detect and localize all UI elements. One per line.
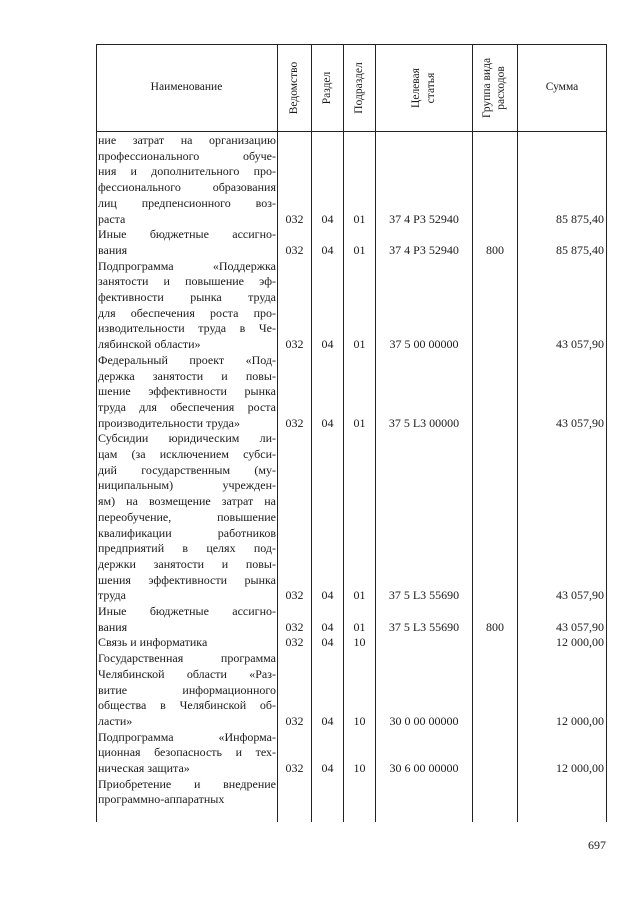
cell-razdel: 04 xyxy=(321,635,334,650)
cell-podrazdel: 01 xyxy=(353,415,366,430)
row-name-line: Иные бюджетные ассигно- xyxy=(98,604,276,618)
cell-vedomstvo: 032 xyxy=(285,337,304,352)
row-name-line: ниципальным) учрежден- xyxy=(98,478,276,493)
row-name-line: вания xyxy=(98,242,128,257)
row-name-line: шение эффективности рынка xyxy=(98,384,276,399)
row-name-line: держки занятости и повы- xyxy=(98,556,276,571)
table-border-left xyxy=(96,44,97,822)
row-name-line: предприятий в целях под- xyxy=(98,541,276,556)
cell-razdel: 04 xyxy=(321,211,334,226)
row-name-line: Иные бюджетные ассигно- xyxy=(98,227,276,242)
row-name-line: ласти» xyxy=(98,713,133,728)
row-name-line: Федеральный проект «Под- xyxy=(98,352,276,367)
header-vedomstvo: Ведомство xyxy=(288,61,300,115)
header-celevaya-line2: статья xyxy=(425,72,437,104)
cell-celevaya-statya: 37 4 P3 52940 xyxy=(389,242,459,257)
cell-razdel: 04 xyxy=(321,713,334,728)
header-celevaya-line1: Целевая xyxy=(410,68,422,108)
row-name-line: фективности рынка труда xyxy=(98,290,276,304)
cell-podrazdel: 01 xyxy=(353,242,366,257)
row-name-line: труда xyxy=(98,588,126,603)
row-name-line: шения эффективности рынка xyxy=(98,572,276,587)
cell-summa: 43 057,90 xyxy=(556,588,604,603)
row-name-line: ние затрат на организацию xyxy=(98,133,276,147)
cell-podrazdel: 10 xyxy=(353,713,366,728)
col-divider-name xyxy=(277,44,278,822)
cell-razdel: 04 xyxy=(321,761,334,775)
cell-celevaya-statya: 37 5 L3 00000 xyxy=(388,415,460,430)
cell-razdel: 04 xyxy=(321,337,334,352)
row-name-line: Связь и информатика xyxy=(98,635,208,650)
row-name-line: Приобретение и внедрение xyxy=(98,776,276,791)
cell-vedomstvo: 032 xyxy=(285,619,304,634)
header-summa: Сумма xyxy=(545,81,579,93)
table-border-right xyxy=(606,44,607,822)
page-number: 697 xyxy=(588,838,606,852)
cell-summa: 85 875,40 xyxy=(556,211,604,226)
cell-summa: 12 000,00 xyxy=(556,713,604,728)
col-divider-grp xyxy=(517,44,518,822)
col-divider-pod xyxy=(375,44,376,822)
header-podrazdel: Подраздел xyxy=(353,62,365,114)
cell-gruppa-vida: 800 xyxy=(486,242,504,257)
cell-razdel: 04 xyxy=(321,588,334,603)
cell-razdel: 04 xyxy=(321,415,334,430)
row-name-line: программно-аппаратных xyxy=(98,792,225,807)
cell-celevaya-statya: 37 5 00 00000 xyxy=(389,337,459,352)
row-name-line: лябинской области» xyxy=(98,337,201,352)
cell-summa: 12 000,00 xyxy=(556,635,604,650)
cell-podrazdel: 10 xyxy=(353,761,366,775)
row-name-line: ям) на возмещение затрат на xyxy=(98,494,276,509)
row-name-line: Подпрограмма «Поддержка xyxy=(98,258,276,273)
cell-razdel: 04 xyxy=(321,619,334,634)
col-divider-ved xyxy=(311,44,312,822)
row-name-line: цам (за исключением субси- xyxy=(98,447,276,461)
cell-celevaya-statya: 30 0 00 00000 xyxy=(389,713,459,728)
cell-razdel: 04 xyxy=(321,242,334,257)
col-divider-cel xyxy=(472,44,473,822)
cell-vedomstvo: 032 xyxy=(285,211,304,226)
row-name-line: держка занятости и повы- xyxy=(98,368,276,383)
cell-celevaya-statya: 37 5 L3 55690 xyxy=(388,588,460,603)
row-name-line: дий государственным (му- xyxy=(98,462,276,477)
cell-vedomstvo: 032 xyxy=(285,761,304,775)
header-name: Наименование xyxy=(150,81,223,93)
cell-celevaya-statya: 37 4 P3 52940 xyxy=(389,211,459,226)
cell-gruppa-vida: 800 xyxy=(486,619,504,634)
row-name-line: лиц предпенсионного воз- xyxy=(98,195,276,210)
table-border-top xyxy=(96,44,607,45)
row-name-line: переобучение, повышение xyxy=(98,509,276,524)
row-name-line: занятости и повышение эф- xyxy=(98,274,276,289)
header-razdel: Раздел xyxy=(321,71,333,105)
cell-podrazdel: 01 xyxy=(353,337,366,352)
header-gruppa-line2: расходов xyxy=(495,66,507,110)
header-bottom-border xyxy=(96,131,607,132)
cell-summa: 12 000,00 xyxy=(556,761,604,775)
cell-summa: 43 057,90 xyxy=(556,415,604,430)
row-name-line: труда для обеспечения роста xyxy=(98,399,276,414)
row-name-line: ния и дополнительного про- xyxy=(98,164,276,179)
row-name-line: раста xyxy=(98,211,126,226)
cell-summa: 85 875,40 xyxy=(556,242,604,257)
row-name-line: ционная безопасность и тех- xyxy=(98,745,276,760)
cell-celevaya-statya: 37 5 L3 55690 xyxy=(388,619,460,634)
col-divider-raz xyxy=(343,44,344,822)
row-name-line: фессионального образования xyxy=(98,180,276,195)
row-name-line: витие информационного xyxy=(98,682,276,697)
row-name-line: общества в Челябинской об- xyxy=(98,698,276,713)
row-name-line: профессионального обуче- xyxy=(98,148,276,163)
row-name-line: производительности труда» xyxy=(98,415,241,430)
row-name-line: ническая защита» xyxy=(98,761,190,775)
cell-vedomstvo: 032 xyxy=(285,242,304,257)
cell-podrazdel: 01 xyxy=(353,211,366,226)
cell-summa: 43 057,90 xyxy=(556,619,604,634)
cell-celevaya-statya: 30 6 00 00000 xyxy=(389,761,459,775)
row-name-line: вания xyxy=(98,619,128,634)
row-name-line: Подпрограмма «Информа- xyxy=(98,729,276,744)
row-name-line: для обеспечения роста про- xyxy=(98,305,276,320)
cell-podrazdel: 01 xyxy=(353,619,366,634)
row-name-line: Челябинской области «Раз- xyxy=(98,666,276,681)
row-name-line: Субсидии юридическим ли- xyxy=(98,431,276,446)
cell-vedomstvo: 032 xyxy=(285,588,304,603)
row-name-line: квалификации работников xyxy=(98,525,276,540)
cell-summa: 43 057,90 xyxy=(556,337,604,352)
cell-vedomstvo: 032 xyxy=(285,415,304,430)
cell-podrazdel: 10 xyxy=(353,635,366,650)
cell-vedomstvo: 032 xyxy=(285,713,304,728)
header-gruppa-line1: Группа вида xyxy=(481,57,493,119)
cell-podrazdel: 01 xyxy=(353,588,366,603)
cell-vedomstvo: 032 xyxy=(285,635,304,650)
row-name-line: Государственная программа xyxy=(98,651,276,666)
row-name-line: изводительности труда в Че- xyxy=(98,321,276,336)
